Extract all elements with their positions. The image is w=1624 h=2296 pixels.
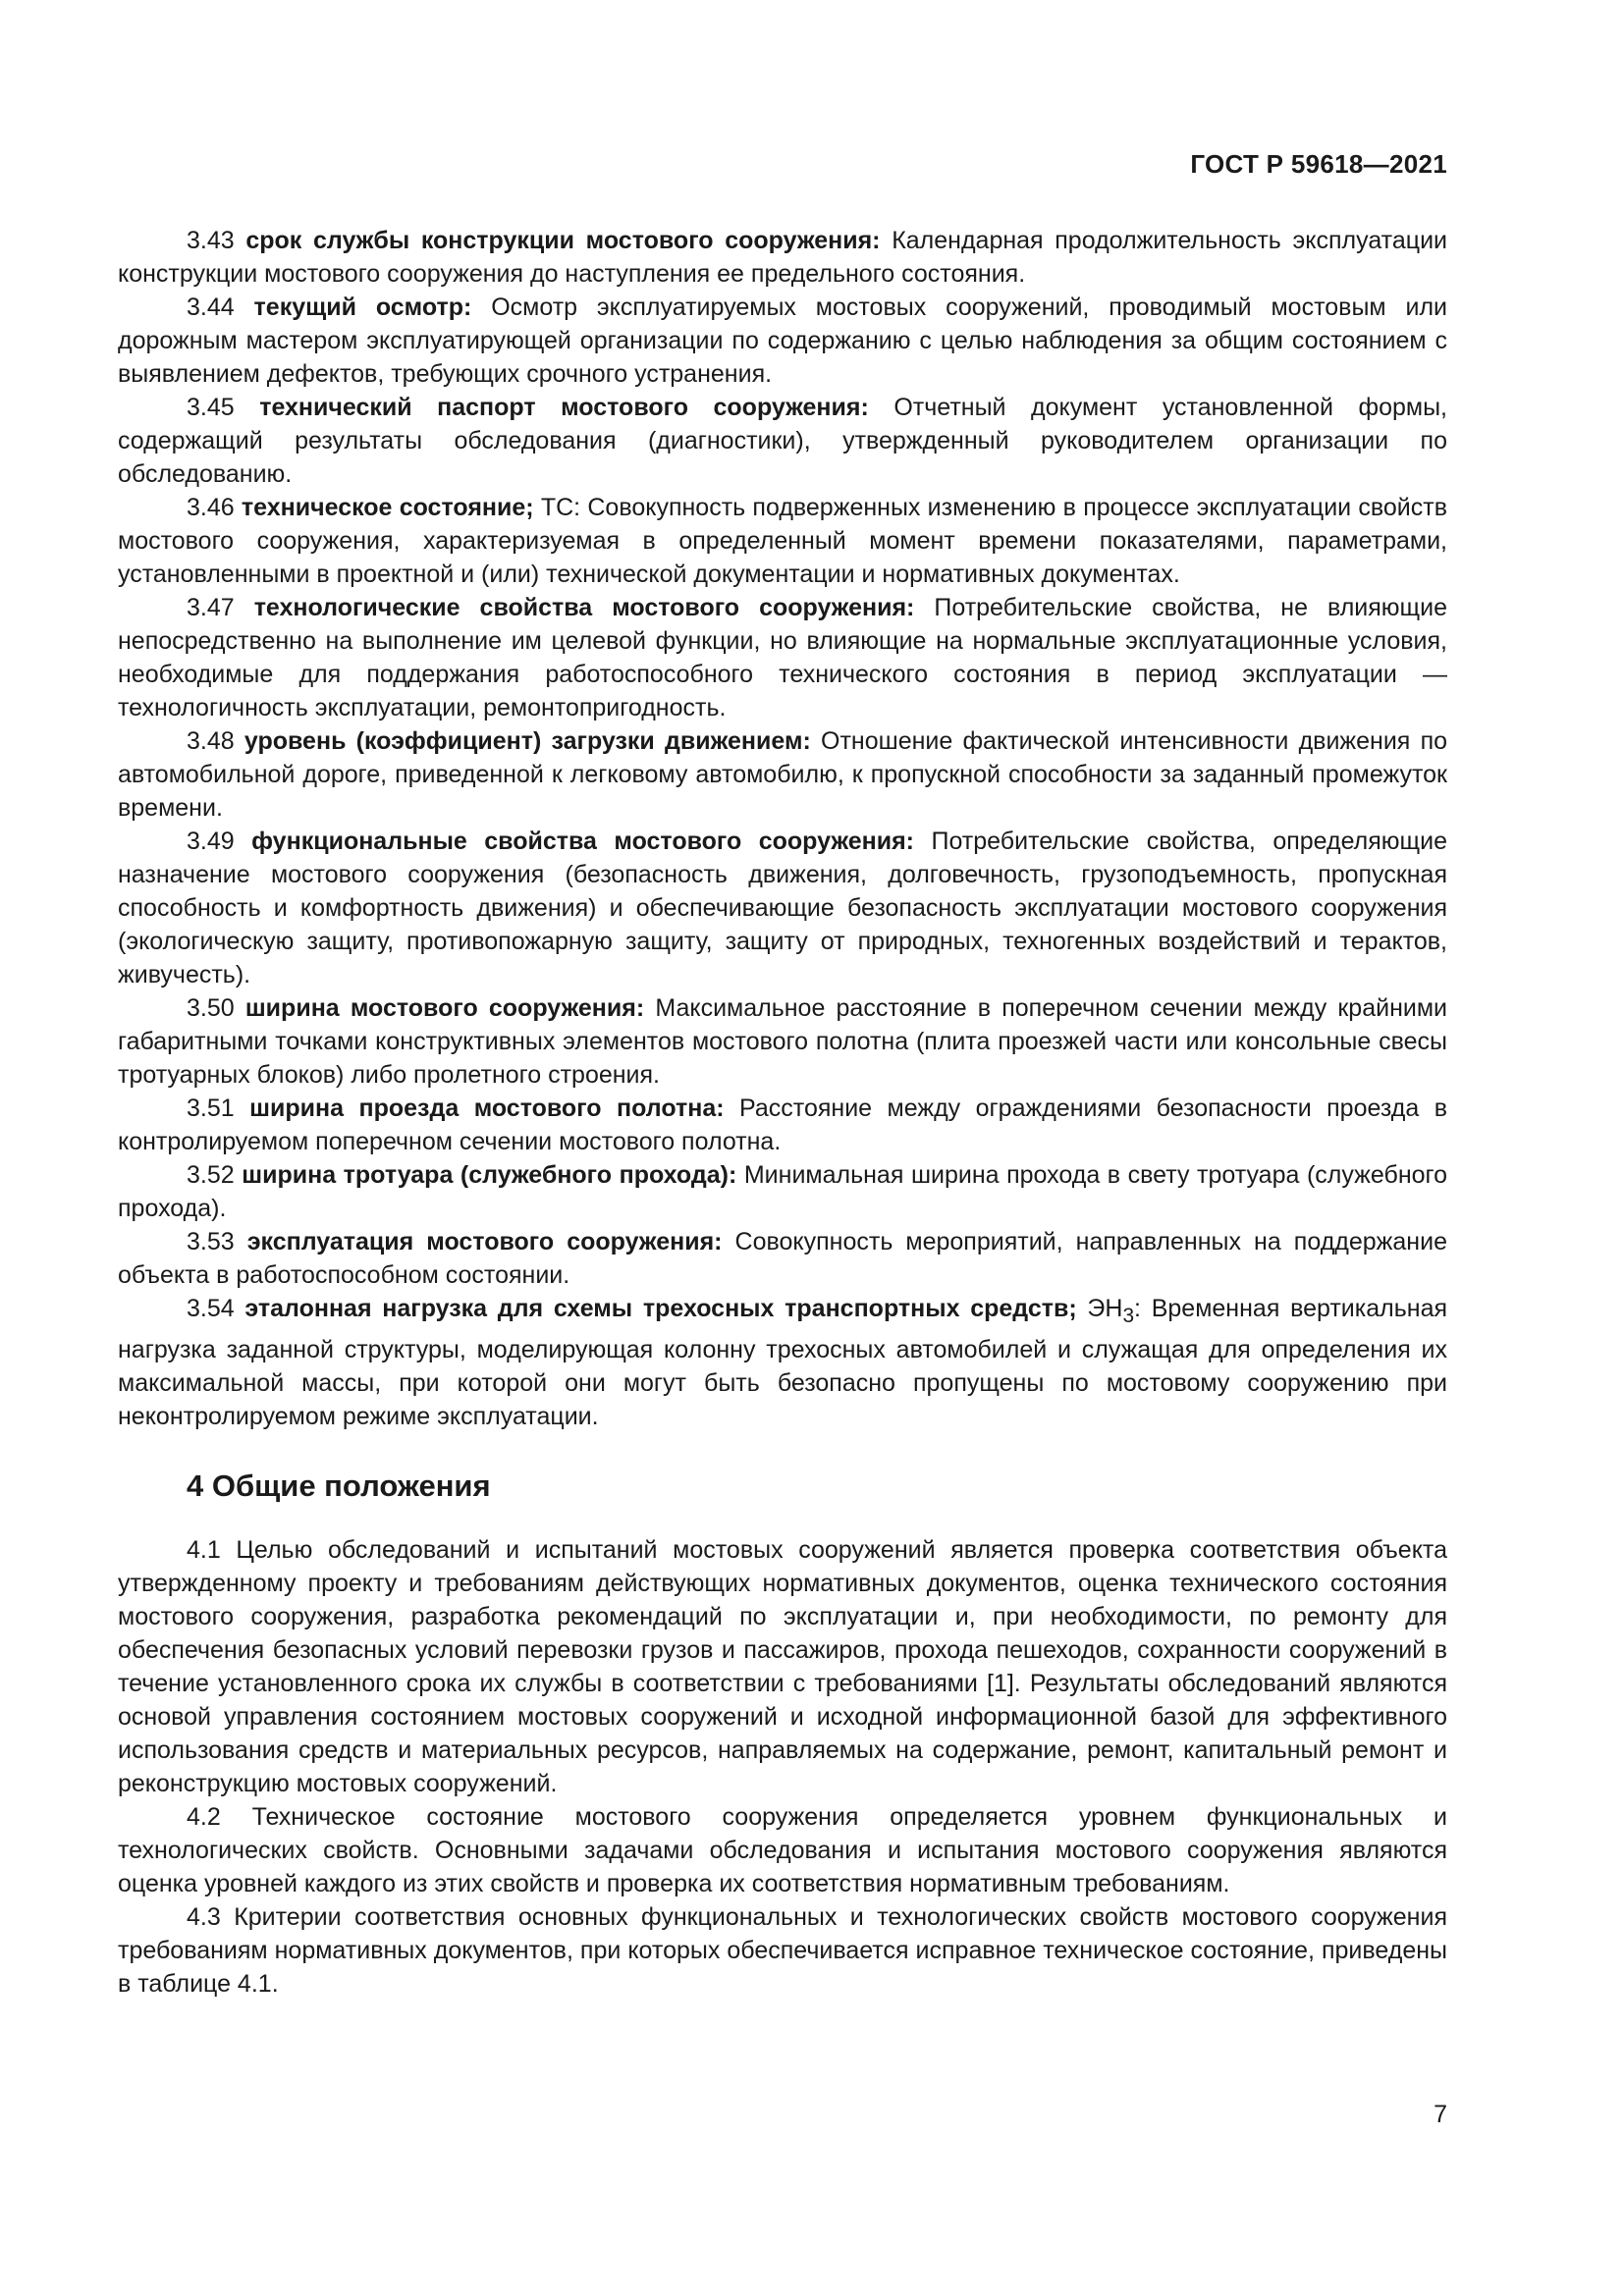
page-number: 7 <box>1434 2101 1447 2128</box>
definition-3-49 <box>118 825 1447 991</box>
definition-text: Осмотр эксплуатируемых мостовых сооружений, проводимый мостовым или дорожным мастером эксплуатирующей организации по содержанию с целью наблюдения за общим состоянием с выявлением дефектов, требующих срочного устранения. <box>118 294 1447 388</box>
definition-number: 3.51 <box>187 1095 235 1122</box>
definition-term: эталонная нагрузка для схемы трехосных транспортных средств; <box>244 1295 1077 1322</box>
definition-number: 3.54 <box>187 1295 235 1322</box>
paragraph-4-1: 4.1 Целью обследований и испытаний мостовых сооружений является проверка соответствия объекта утвержденному проекту и требованиям действующих нормативных документов, оценка технического состояния мостового сооружения, разработка рекомендаций по эксплуатации и, при необходимости, по ремонту для обеспечения безопасных условий перевозки грузов и пассажиров, прохода пешеходов, сохранности сооружений в течение установленного срока их службы в соответствии с требованиями [1]. Результаты обследований являются основой управления состоянием мостовых сооружений и исходной информационной базой для эффективного использования средств и материальных ресурсов, направляемых на содержание, ремонт, капитальный ремонт и реконструкцию мостовых сооружений. <box>118 1536 1447 1797</box>
abbreviation-subscript: 3 <box>1122 1305 1135 1327</box>
definition-abbreviation: ЭН <box>1087 1295 1123 1322</box>
definition-3-51 <box>118 1092 1447 1158</box>
definition-3-47 <box>118 591 1447 724</box>
definition-term: ширина проезда мостового полотна: <box>249 1095 725 1122</box>
definition-term: функциональные свойства мостового сооружения: <box>251 828 915 855</box>
definition-text: Максимальное расстояние в поперечном сечении между крайними габаритными точками конструктивных элементов мостового полотна (плита проезжей части или консольные свесы тротуарных блоков) либо пролетного строения. <box>118 994 1447 1089</box>
definition-number: 3.52 <box>187 1161 235 1189</box>
definition-text: Расстояние между ограждениями безопасности проезда в контролируемом поперечном сечении мостового полотна. <box>118 1095 1448 1155</box>
definition-term: технический паспорт мостового сооружения: <box>259 394 869 421</box>
document-body <box>118 224 1447 2001</box>
definition-number: 3.50 <box>187 994 235 1022</box>
definition-term: текущий осмотр: <box>253 294 472 321</box>
definition-3-54 <box>118 1292 1447 1433</box>
definition-text: Совокупность мероприятий, направленных на поддержание объекта в работоспособном состоянии. <box>118 1228 1447 1289</box>
definition-3-50 <box>118 991 1447 1092</box>
paragraph-4-2: 4.2 Техническое состояние мостового сооружения определяется уровнем функциональных и технологических свойств. Основными задачами обследования и испытания мостового сооружения являются оценка уровней каждого из этих свойств и проверка их соответствия нормативным требованиям. <box>118 1803 1447 1897</box>
definition-text: Минимальная ширина прохода в свету тротуара (служебного прохода). <box>118 1161 1447 1222</box>
definition-term: ширина мостового сооружения: <box>244 994 645 1022</box>
document-header: ГОСТ Р 59618—2021 <box>1190 149 1447 179</box>
definition-number: 3.53 <box>187 1228 235 1255</box>
definition-text: Отношение фактической интенсивности движения по автомобильной дороге, приведенной к легковому автомобилю, к пропускной способности за заданный промежуток времени. <box>118 727 1448 822</box>
definition-term: уровень (коэффициент) загрузки движением: <box>244 727 811 755</box>
definition-number: 3.46 <box>187 494 235 521</box>
paragraph-4-3: 4.3 Критерии соответствия основных функциональных и технологических свойств мостового сооружения требованиям нормативных документов, при которых обеспечивается исправное техническое состояние, приведены в таблице 4.1. <box>118 1903 1447 1998</box>
definition-number: 3.48 <box>187 727 235 755</box>
definition-3-52 <box>118 1158 1447 1225</box>
definition-3-48 <box>118 724 1447 825</box>
definition-term: технологические свойства мостового сооружения: <box>253 594 915 621</box>
definition-3-53 <box>118 1225 1447 1292</box>
definition-3-43 <box>118 224 1447 291</box>
definition-text: Потребительские свойства, не влияющие непосредственно на выполнение им целевой функции, но влияющие на нормальные эксплуатационные условия, необходимые для поддержания работоспособного технического состояния в период эксплуатации — технологичность эксплуатации, ремонтопригодность. <box>118 594 1447 721</box>
definition-number: 3.49 <box>187 828 235 855</box>
definition-3-44 <box>118 291 1447 391</box>
definition-text: ТС: Совокупность подверженных изменению в процессе эксплуатации свойств мостового сооружения, характеризуемая в определенный момент времени показателями, параметрами, установленными в проектной и (или) технической документации и нормативных документах. <box>118 494 1447 588</box>
definition-term: техническое состояние; <box>241 494 534 521</box>
definition-term: срок службы конструкции мостового сооружения: <box>245 227 881 254</box>
definition-text: : Временная вертикальная нагрузка заданной структуры, моделирующая колонну трехосных автомобилей и служащая для определения их максимальной массы, при которой они могут быть безопасно пропущены по мостовому сооружению при неконтролируемом режиме эксплуатации. <box>118 1295 1448 1430</box>
definition-text: Календарная продолжительность эксплуатации конструкции мостового сооружения до наступления ее предельного состояния. <box>118 227 1447 288</box>
definition-3-45 <box>118 391 1447 491</box>
definition-3-46 <box>118 491 1447 591</box>
section-heading: 4 Общие положения <box>187 1468 491 1503</box>
definition-number: 3.43 <box>187 227 235 254</box>
definition-number: 3.47 <box>187 594 235 621</box>
definition-number: 3.45 <box>187 394 235 421</box>
definition-text: Отчетный документ установленной формы, содержащий результаты обследования (диагностики), утвержденный руководителем организации по обследованию. <box>118 394 1448 488</box>
definition-term: ширина тротуара (служебного прохода): <box>242 1161 737 1189</box>
definition-number: 3.44 <box>187 294 235 321</box>
definition-term: эксплуатация мостового сооружения: <box>246 1228 723 1255</box>
definition-text: Потребительские свойства, определяющие назначение мостового сооружения (безопасность движения, долговечность, грузоподъемность, пропускная способность и комфортность движения) и обеспечивающие безопасность эксплуатации мостового сооружения (экологическую защиту, противопожарную защиту, защиту от природных, техногенных воздействий и терактов, живучесть). <box>118 828 1447 988</box>
